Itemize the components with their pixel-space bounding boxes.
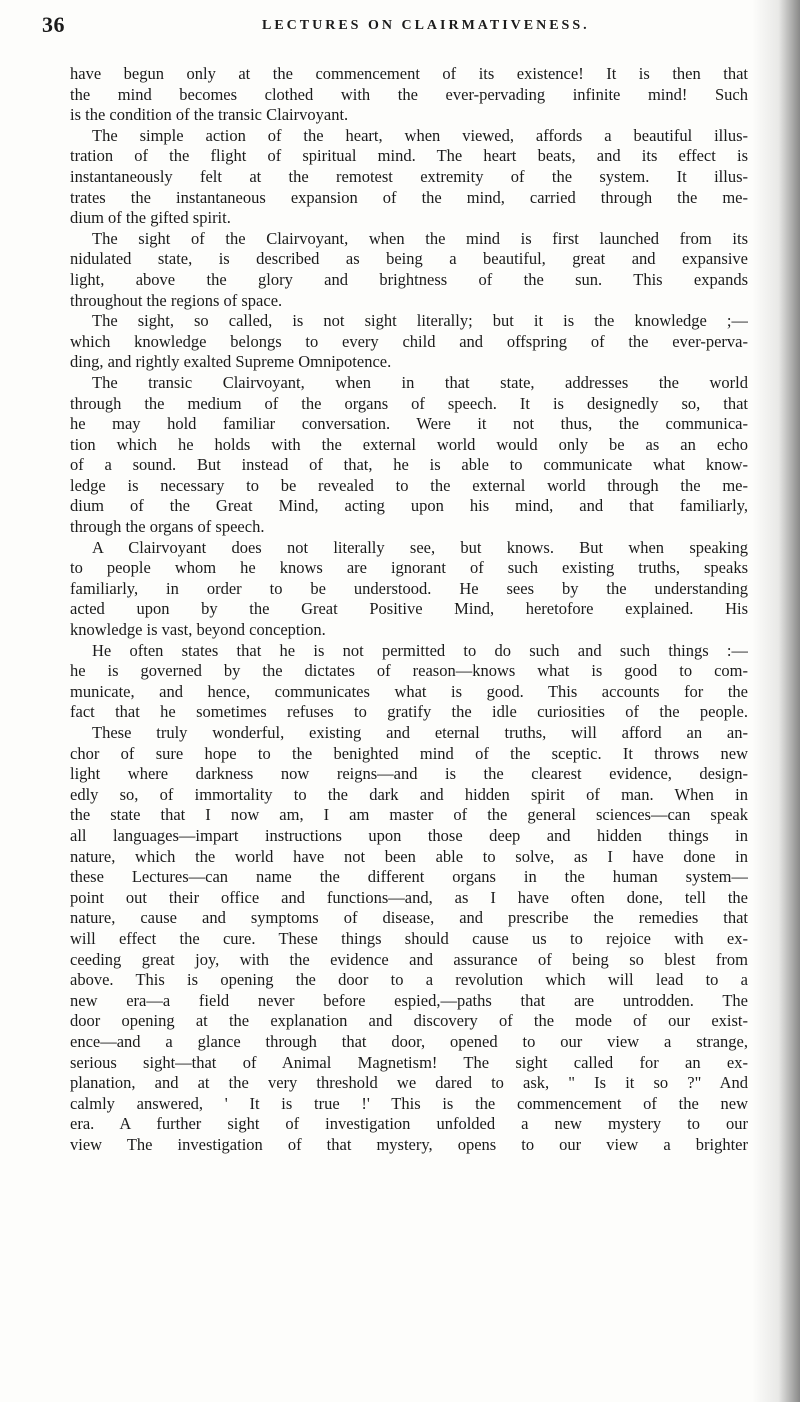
text-line: era. A further sight of investigation unfolded a new mystery to our — [70, 1114, 748, 1134]
text-line: fact that he sometimes refuses to gratify the idle curiosities of the people. — [70, 702, 748, 722]
text-line: The sight of the Clairvoyant, when the mind is first launched from its — [92, 228, 748, 248]
text-line: of a sound. But instead of that, he is able to communicate what know- — [70, 455, 748, 475]
text-line: chor of sure hope to the benighted mind of the sceptic. It throws new — [70, 743, 748, 763]
text-line: light where darkness now reigns—and is the clearest evidence, design- — [70, 764, 748, 784]
text-line: knowledge is vast, beyond conception. — [70, 620, 326, 640]
text-line: to people whom he knows are ignorant of such existing truths, speaks — [70, 558, 748, 578]
text-line: serious sight—that of Animal Magnetism! The sight called for an ex- — [70, 1052, 748, 1072]
text-line: through the organs of speech. — [70, 517, 265, 537]
text-line: He often states that he is not permitted to do such and such things :— — [92, 640, 748, 660]
text-line: These truly wonderful, existing and eternal truths, will afford an an- — [92, 723, 748, 742]
text-line: new era—a field never before espied,—paths that are untrodden. The — [70, 990, 748, 1010]
text-line: ding, and rightly exalted Supreme Omnipotence. — [70, 352, 392, 372]
running-head: LECTURES ON CLAIRMATIVENESS. — [262, 18, 590, 33]
text-line: door opening at the explanation and discovery of the mode of our exist- — [70, 1011, 748, 1031]
text-line: tion which he holds with the external world would only be as an echo — [70, 434, 748, 454]
text-line: point out their office and functions—and, as I have often done, tell the — [70, 887, 748, 907]
text-line: these Lectures—can name the different organs in the human system— — [70, 867, 748, 887]
text-line: throughout the regions of space. — [70, 290, 283, 310]
text-line: acted upon by the Great Positive Mind, heretofore explained. His — [70, 599, 748, 619]
body-text — [70, 64, 748, 1155]
text-line: nature, cause and symptoms of disease, and prescribe the remedies that — [70, 908, 748, 928]
text-line: above. This is opening the door to a revolution which will lead to a — [70, 970, 748, 990]
text-line: nature, which the world have not been able to solve, as I have done in — [70, 846, 748, 866]
text-line: will effect the cure. These things should cause us to rejoice with ex- — [70, 928, 748, 948]
text-line: A Clairvoyant does not literally see, but knows. But when speaking — [92, 537, 748, 557]
text-line: view The investigation of that mystery, opens to our view a brighter — [70, 1134, 748, 1154]
page-edge-shadow — [752, 0, 800, 1402]
text-line: municate, and hence, communicates what is good. This accounts for the — [70, 681, 748, 701]
text-line: planation, and at the very threshold we dared to ask, " Is it so ?" And — [70, 1073, 748, 1093]
text-line: ence—and a glance through that door, opened to our view a strange, — [70, 1031, 748, 1051]
text-line: The simple action of the heart, when viewed, affords a beautiful illus- — [92, 125, 748, 145]
text-line: dium of the gifted spirit. — [70, 208, 231, 228]
text-line: he is governed by the dictates of reason—knows what is good to com- — [70, 661, 748, 681]
text-line: the state that I now am, I am master of the general sciences—can speak — [70, 805, 748, 825]
page-number: 36 — [42, 12, 65, 37]
text-line: nidulated state, is described as being a beautiful, great and expansive — [70, 249, 748, 269]
text-line: which knowledge belongs to every child and offspring of the ever-perva- — [70, 331, 748, 351]
text-line: ceeding great joy, with the evidence and assurance of being so blest from — [70, 949, 748, 969]
text-line: all languages—impart instructions upon those deep and hidden things in — [70, 825, 748, 845]
text-line: through the medium of the organs of speech. It is designedly so, that — [70, 393, 748, 413]
text-line: trates the instantaneous expansion of the mind, carried through the me- — [70, 187, 748, 207]
text-line: dium of the Great Mind, acting upon his mind, and that familiarly, — [70, 496, 748, 516]
text-line: he may hold familiar conversation. Were it not thus, the communica- — [70, 414, 748, 434]
text-line: The sight, so called, is not sight literally; but it is the knowledge ;— — [92, 311, 748, 331]
text-line: have begun only at the commencement of its existence! It is then that — [70, 64, 748, 83]
text-line: tration of the flight of spiritual mind. The heart beats, and its effect is — [70, 146, 748, 166]
text-line: familiarly, in order to be understood. He sees by the understanding — [70, 578, 748, 598]
text-line: ledge is necessary to be revealed to the external world through the me- — [70, 475, 748, 495]
text-line: instantaneously felt at the remotest extremity of the system. It illus- — [70, 166, 748, 186]
text-line: calmly answered, ' It is true !' This is the commencement of the new — [70, 1093, 748, 1113]
text-line: is the condition of the transic Clairvoyant. — [70, 105, 349, 125]
text-line: The transic Clairvoyant, when in that state, addresses the world — [92, 372, 748, 392]
text-line: the mind becomes clothed with the ever-pervading infinite mind! Such — [70, 84, 748, 104]
text-line: light, above the glory and brightness of the sun. This expands — [70, 269, 748, 289]
text-line: edly so, of immortality to the dark and hidden spirit of man. When in — [70, 784, 748, 804]
